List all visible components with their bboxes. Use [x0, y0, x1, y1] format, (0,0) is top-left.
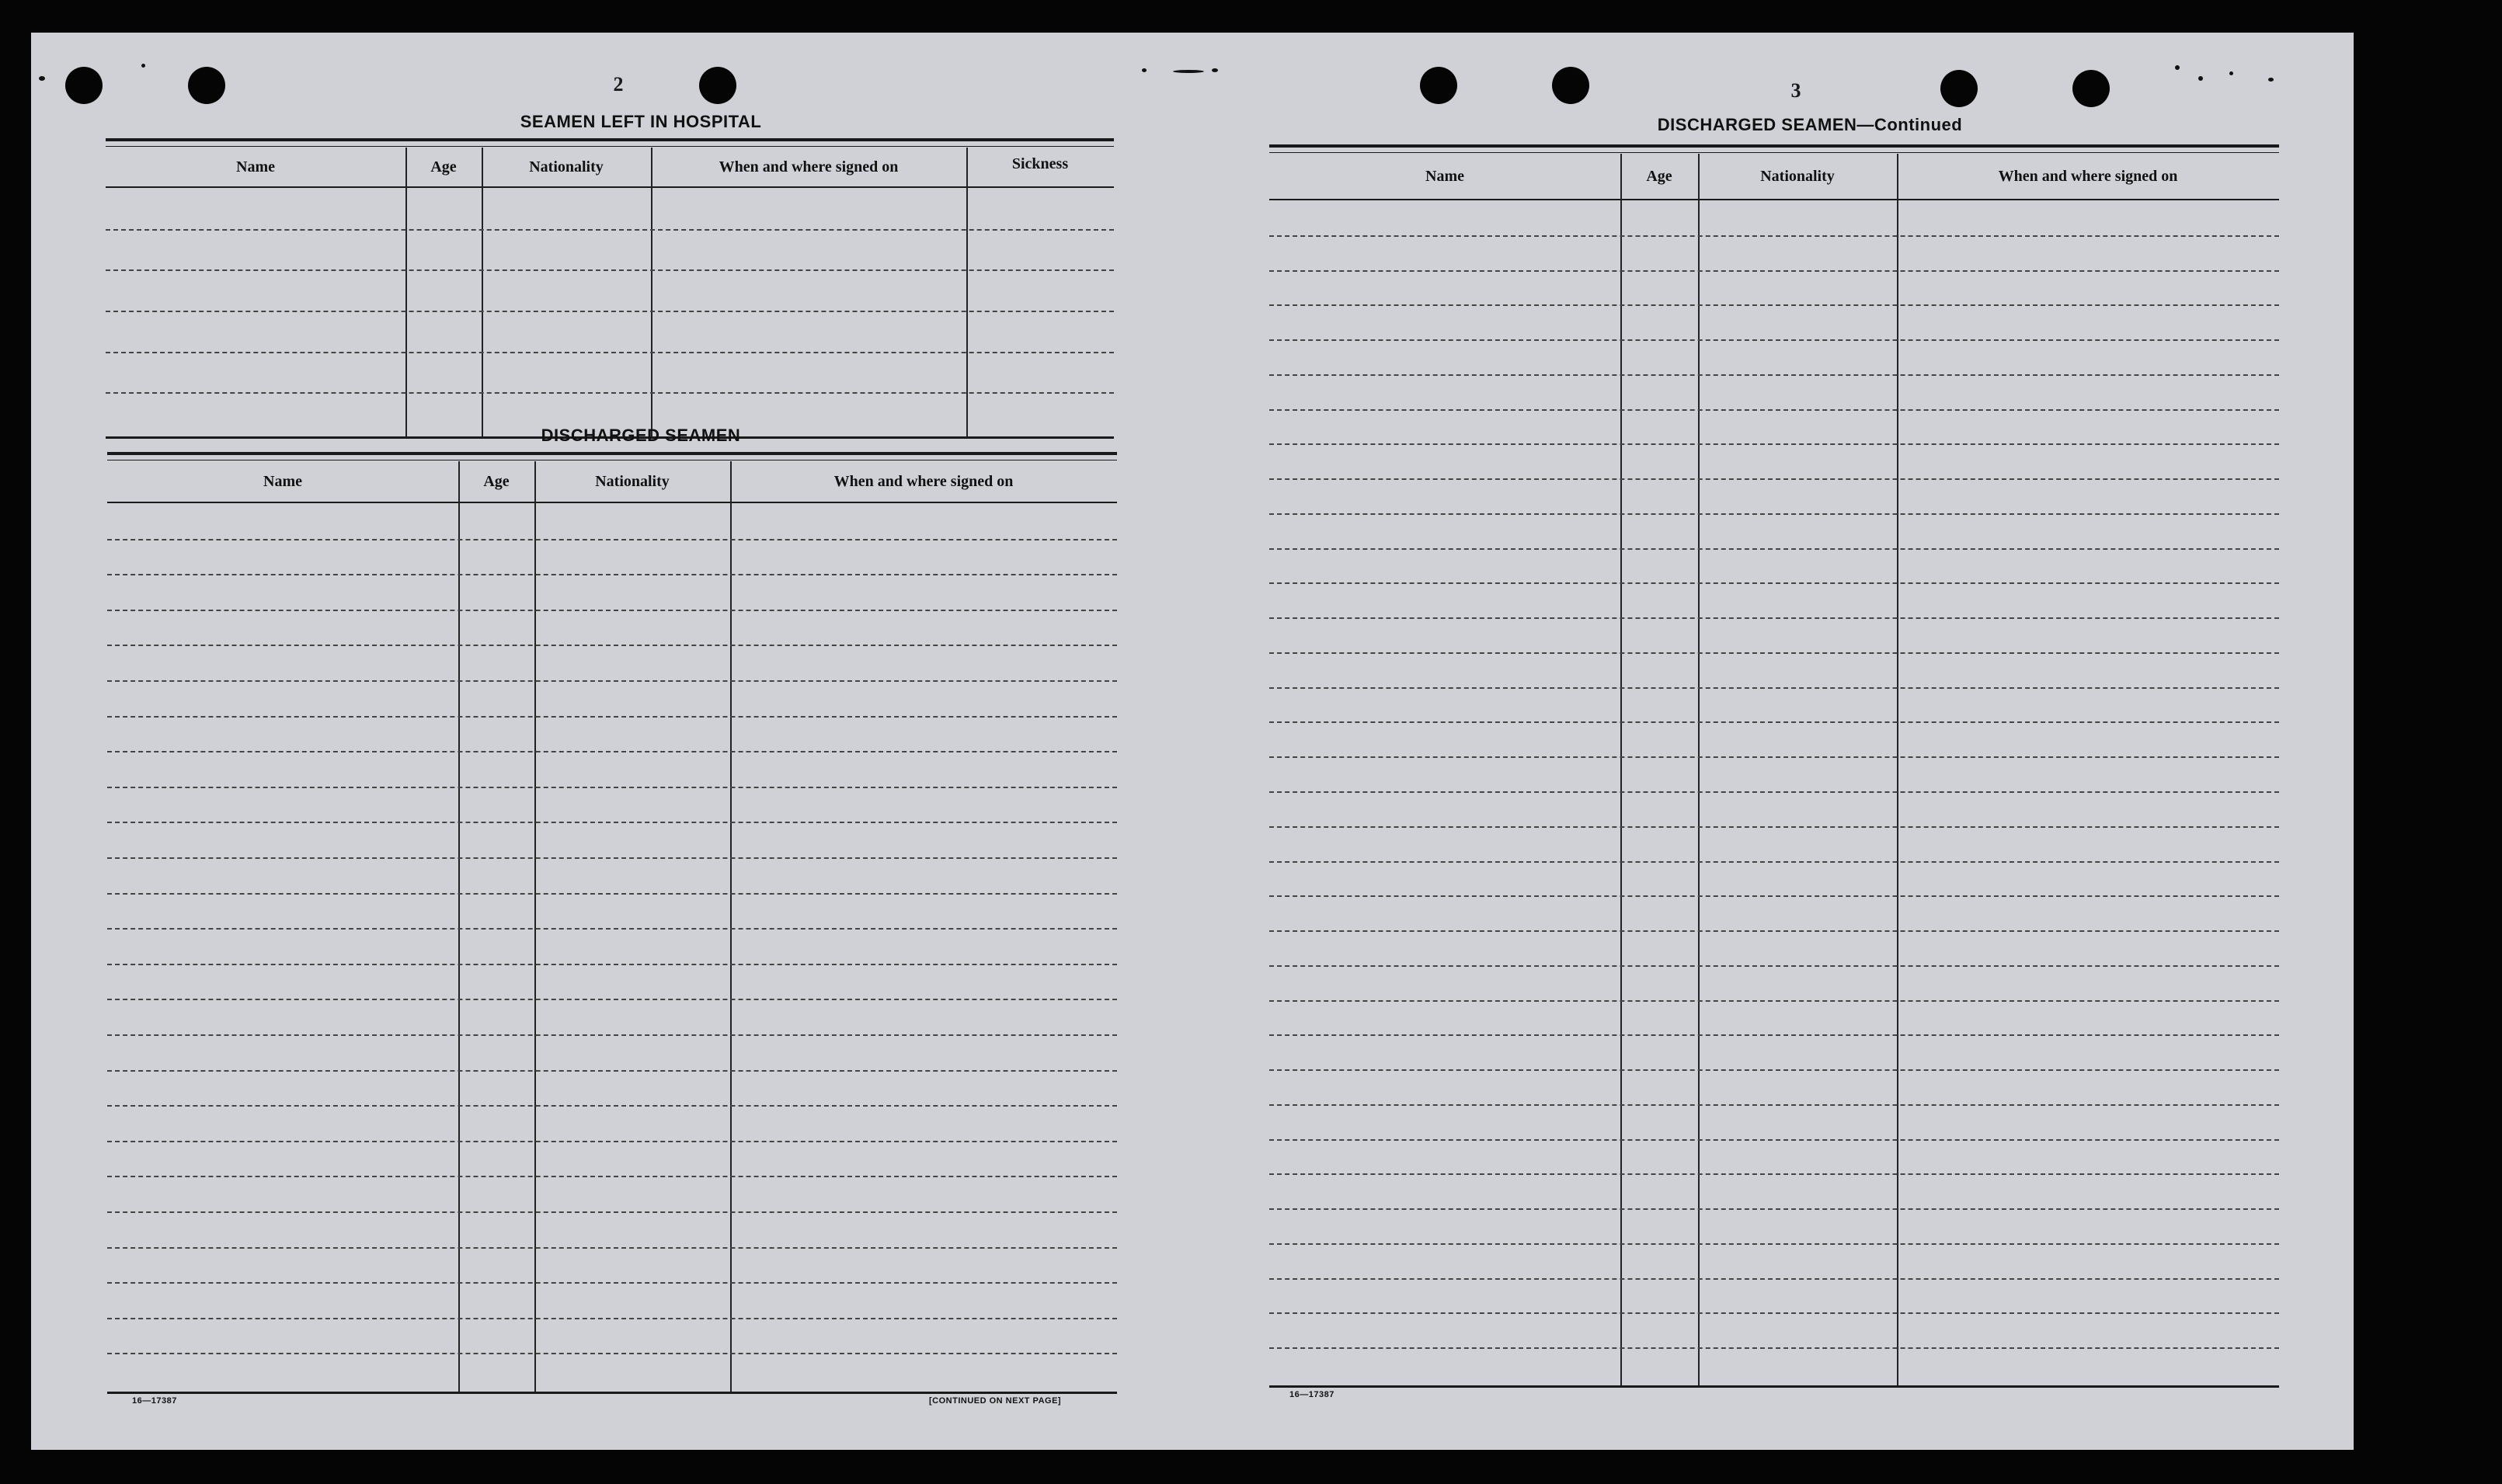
table-row [1269, 861, 2279, 863]
column-header-signed-on: When and where signed on [1998, 167, 2178, 185]
table-row [1269, 1000, 2279, 1002]
table-row [107, 1176, 1117, 1177]
punch-hole [1420, 67, 1457, 104]
table-row [106, 352, 1114, 353]
column-header-name: Name [1425, 167, 1464, 185]
discharged-section-title: DISCHARGED SEAMEN [541, 426, 741, 445]
table-row [1269, 409, 2279, 411]
table-row [1269, 304, 2279, 306]
discharged-table-left [107, 452, 1117, 1394]
column-header-age: Age [1646, 167, 1672, 185]
table-row [106, 269, 1114, 271]
discharged-table-header-right [1269, 154, 2279, 200]
table-row [107, 1211, 1117, 1213]
hospital-table [106, 138, 1114, 439]
table-row [1269, 513, 2279, 515]
table-row [1269, 270, 2279, 272]
table-row [107, 999, 1117, 1000]
speck [39, 76, 45, 81]
column-divider [458, 461, 460, 1392]
table-row [1269, 548, 2279, 550]
table-row [1269, 791, 2279, 793]
table-row [1269, 478, 2279, 480]
table-row [107, 787, 1117, 788]
table-row [1269, 374, 2279, 376]
table-row [106, 311, 1114, 312]
table-row [1269, 1312, 2279, 1314]
column-header-nationality: Nationality [1760, 167, 1835, 185]
punch-hole [2072, 70, 2110, 107]
speck [141, 64, 145, 68]
column-header-signed-on: When and where signed on [833, 472, 1014, 490]
column-header-sickness: Sickness [1011, 155, 1069, 172]
table-row [1269, 1034, 2279, 1036]
table-row [106, 229, 1114, 231]
column-divider [1897, 154, 1898, 1385]
table-row [107, 822, 1117, 823]
column-header-name: Name [263, 472, 302, 490]
table-row [107, 857, 1117, 859]
table-row [1269, 1208, 2279, 1210]
column-header-age: Age [430, 158, 457, 176]
table-row [107, 1247, 1117, 1249]
column-divider [730, 461, 732, 1392]
column-header-signed-on: When and where signed on [719, 158, 899, 176]
table-row [1269, 652, 2279, 654]
table-row [107, 928, 1117, 930]
table-row [1269, 965, 2279, 967]
table-row [107, 1105, 1117, 1107]
punch-hole [65, 67, 103, 104]
table-row [1269, 1278, 2279, 1280]
table-row [107, 1141, 1117, 1142]
table-row [1269, 339, 2279, 341]
table-row [107, 964, 1117, 965]
table-row [1269, 1173, 2279, 1175]
page-number-right: 3 [1790, 79, 1801, 102]
punch-hole [1940, 70, 1978, 107]
column-divider [1620, 154, 1622, 1385]
table-row [1269, 1243, 2279, 1245]
speck [2198, 76, 2203, 81]
speck [1173, 70, 1204, 73]
discharged-continued-title: DISCHARGED SEAMEN—Continued [1657, 115, 1963, 134]
column-header-name: Name [236, 158, 275, 176]
speck [1212, 68, 1218, 72]
table-row [1269, 687, 2279, 689]
table-row [107, 1034, 1117, 1036]
form-code-right: 16—17387 [1289, 1390, 1335, 1399]
speck [2175, 65, 2180, 70]
table-row [1269, 930, 2279, 932]
speck [2229, 71, 2233, 75]
table-row [107, 1282, 1117, 1284]
table-row [107, 716, 1117, 718]
table-row [107, 539, 1117, 540]
document-sheet [31, 33, 2354, 1450]
table-row [107, 893, 1117, 895]
column-header-nationality: Nationality [595, 472, 670, 490]
discharged-table-right [1269, 144, 2279, 1388]
table-row [107, 751, 1117, 752]
discharged-table-header-left [107, 461, 1117, 503]
table-row [1269, 721, 2279, 723]
table-row [1269, 826, 2279, 828]
page-number-left: 2 [613, 73, 624, 96]
table-row [107, 680, 1117, 682]
form-code-left: 16—17387 [132, 1396, 177, 1406]
table-row [1269, 617, 2279, 619]
column-header-age: Age [483, 472, 510, 490]
column-header-nationality: Nationality [529, 158, 604, 176]
table-row [1269, 582, 2279, 584]
table-row [1269, 895, 2279, 897]
table-row [107, 1318, 1117, 1319]
table-row [1269, 1104, 2279, 1106]
speck [1142, 68, 1147, 72]
hospital-table-header [106, 148, 1114, 188]
table-row [1269, 235, 2279, 237]
table-row [1269, 1139, 2279, 1141]
punch-hole [188, 67, 225, 104]
continued-note: [CONTINUED ON NEXT PAGE] [929, 1396, 1062, 1406]
table-row [1269, 1069, 2279, 1071]
column-divider [1698, 154, 1700, 1385]
punch-hole [1552, 67, 1589, 104]
table-row [1269, 1347, 2279, 1349]
table-row [107, 1353, 1117, 1354]
table-row [107, 574, 1117, 575]
table-row [107, 610, 1117, 611]
table-row [1269, 756, 2279, 758]
table-row [106, 392, 1114, 394]
hospital-section-title: SEAMEN LEFT IN HOSPITAL [520, 112, 762, 131]
table-row [1269, 443, 2279, 445]
table-row [107, 1070, 1117, 1072]
speck [2268, 78, 2274, 82]
punch-hole [699, 67, 736, 104]
table-row [107, 645, 1117, 646]
column-divider [534, 461, 536, 1392]
